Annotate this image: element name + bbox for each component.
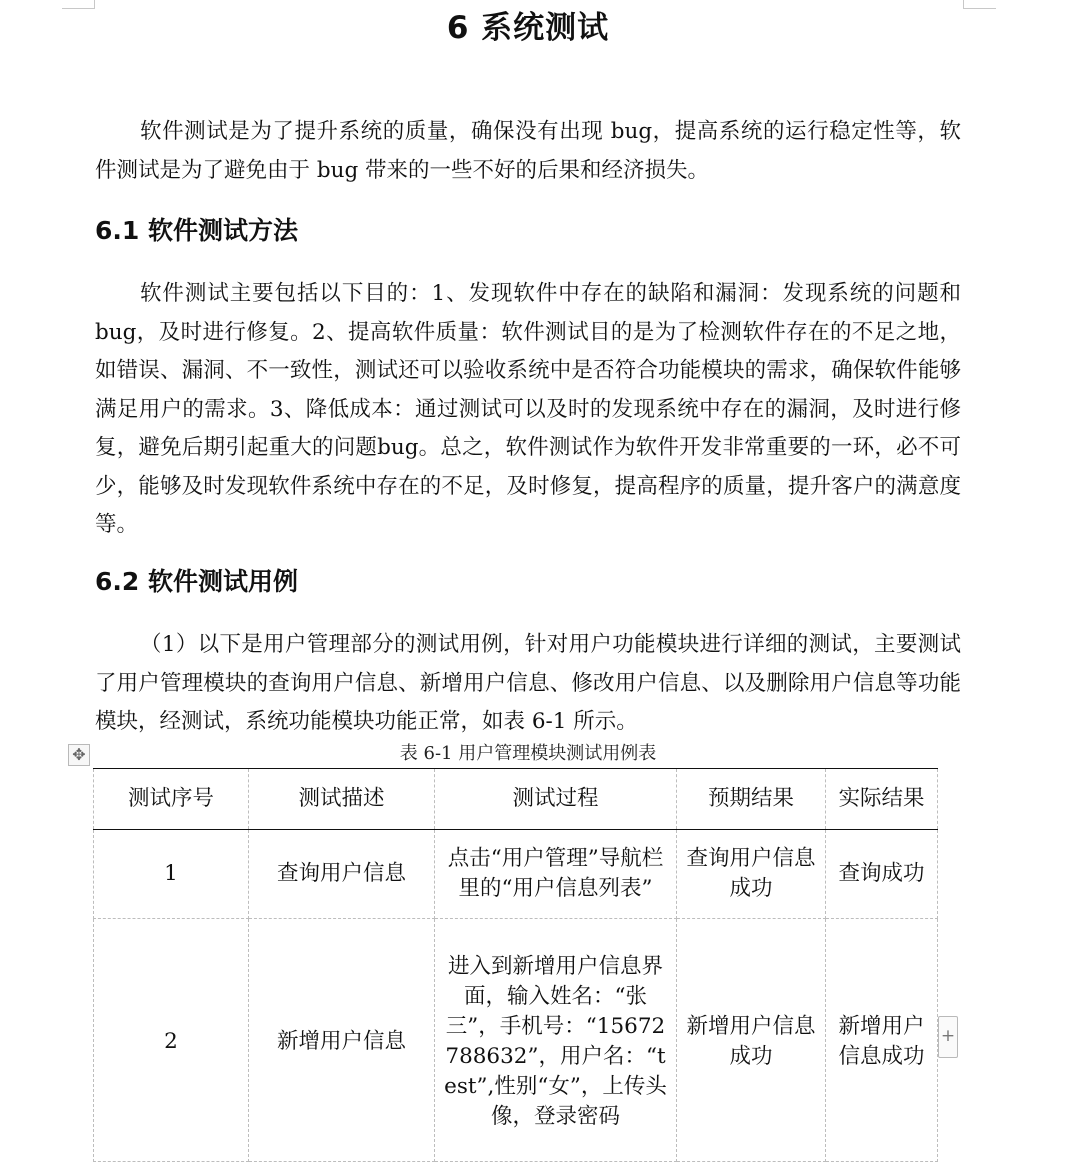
section-6-2-paragraph: （1）以下是用户管理部分的测试用例，针对用户功能模块进行详细的测试，主要测试了用户管理模块的查询用户信息、新增用户信息、修改用户信息、以及删除用户信息等功能模块，经测试，系统功能模块功能正常，如表 6-1 所示。 <box>95 632 961 734</box>
cell-test-id: 1 <box>94 830 249 919</box>
header-test-process: 测试过程 <box>435 769 677 830</box>
section-heading-6-2: 6.2 软件测试用例 <box>95 567 298 596</box>
header-expected-result: 预期结果 <box>677 769 826 830</box>
move-arrows-icon: ✥ <box>72 745 86 764</box>
header-actual-result: 实际结果 <box>826 769 938 830</box>
cell-test-process: 点击“用户管理”导航栏里的“用户信息列表” <box>435 830 677 919</box>
table-row <box>94 919 938 1162</box>
cell-actual-result: 新增用户信息成功 <box>826 919 938 1162</box>
cell-actual-result: 查询成功 <box>826 830 938 919</box>
header-test-description: 测试描述 <box>249 769 435 830</box>
add-row-button[interactable] <box>938 1016 958 1058</box>
intro-paragraph: 软件测试是为了提升系统的质量，确保没有出现 bug，提高系统的运行稳定性等，软件测试是为了避免由于 bug 带来的一些不好的后果和经济损失。 <box>95 119 961 183</box>
cell-expected-result: 新增用户信息成功 <box>677 919 826 1162</box>
header-test-id: 测试序号 <box>94 769 249 830</box>
table-row <box>94 830 938 919</box>
cell-test-description: 新增用户信息 <box>249 919 435 1162</box>
table-caption: 表 6-1 用户管理模块测试用例表 <box>399 743 657 764</box>
cell-expected-result: 查询用户信息成功 <box>677 830 826 919</box>
table-header-row <box>94 769 938 830</box>
plus-icon: + <box>940 1026 956 1046</box>
cell-test-id: 2 <box>94 919 249 1162</box>
chapter-title: 6 系统测试 <box>446 10 610 46</box>
test-case-table <box>93 768 938 1162</box>
cell-test-description: 查询用户信息 <box>249 830 435 919</box>
section-heading-6-1: 6.1 软件测试方法 <box>95 216 298 245</box>
cell-test-process: 进入到新增用户信息界面，输入姓名：“张三”，手机号：“15672788632”，用户名：“test”,性别“女”，上传头像，登录密码 <box>435 919 677 1162</box>
section-6-1-paragraph: 软件测试主要包括以下目的：1、发现软件中存在的缺陷和漏洞：发现系统的问题和bug，及时进行修复。2、提高软件质量：软件测试目的是为了检测软件存在的不足之地，如错误、漏洞、不一致性，测试还可以验收系统中是否符合功能模块的需求，确保软件能够满足用户的需求。3、降低成本：通过测试可以及时的发现系统中存在的漏洞，及时进行修复，避免后期引起重大的问题bug。总之，软件测试作为软件开发非常重要的一环，必不可少，能够及时发现软件系统中存在的不足，及时修复，提高程序的质量，提升客户的满意度等。 <box>95 281 961 537</box>
